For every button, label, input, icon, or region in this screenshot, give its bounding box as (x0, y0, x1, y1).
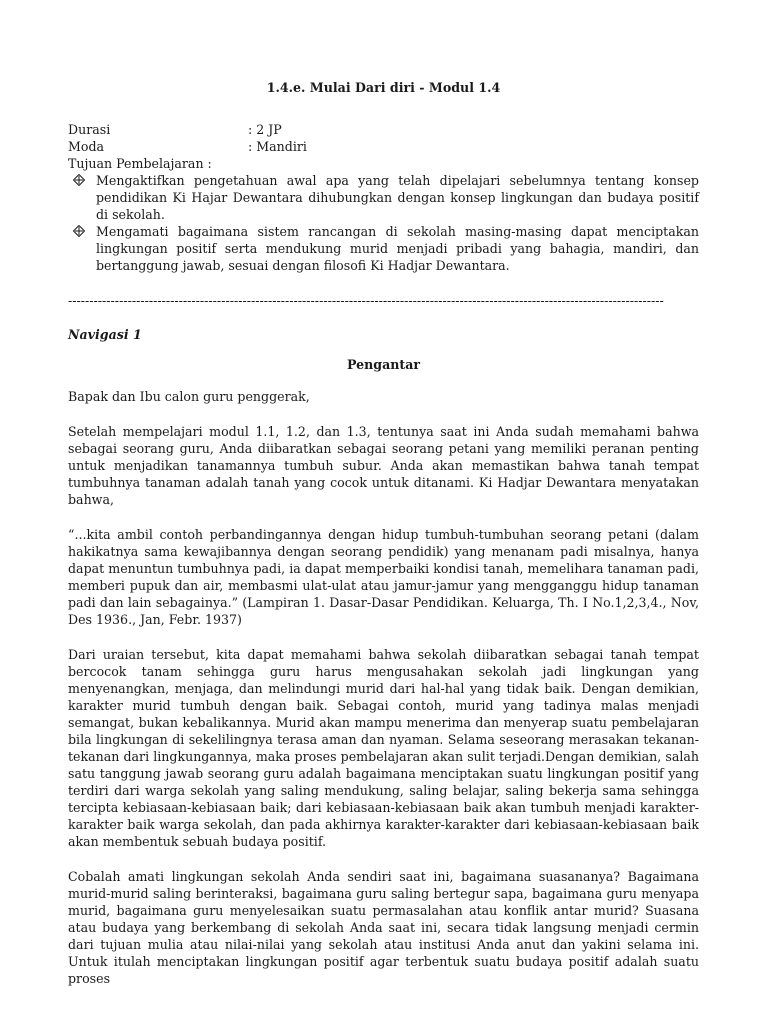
page-title: 1.4.e. Mulai Dari diri - Modul 1.4 (266, 80, 501, 95)
meta-value: : 2 JP (248, 122, 282, 137)
paragraph: Dari uraian tersebut, kita dapat memahami bahwa sekolah diibaratkan sebagai tanah tempat bercocok tanam sehingga guru harus mengusahakan sekolah jadi lingkungan yang menyenangkan, menjaga, dan melindungi murid dari hal-hal yang tidak baik. Dengan demikian, karakter murid tumbuh dengan baik. Sebagai contoh, murid yang tadinya malas menjadi semangat, bukan kebalikannya. Murid akan mampu menerima dan menyerap suatu pembelajaran bila lingkungan di sekelilingnya terasa aman dan nyaman. Selama seseorang merasakan tekanan-tekanan dari lingkungannya, maka proses pembelajaran akan sulit terjadi.Dengan demikian, salah satu tanggung jawab seorang guru adalah bagaimana menciptakan suatu lingkungan positif yang terdiri dari warga sekolah yang saling mendukung, saling belajar, saling bekerja sama sehingga tercipta kebiasaan-kebiasaan baik; dari kebiasaan-kebiasaan baik akan tumbuh menjadi karakter-karakter baik warga sekolah, dan pada akhirnya karakter-karakter dari kebiasaan-kebiasaan baik akan membentuk sebuah budaya positif. (68, 647, 699, 849)
diamond-plus-bullet-icon (68, 172, 96, 223)
list-item (68, 172, 699, 223)
module-meta (68, 121, 699, 172)
objective-text: Mengamati bagaimana sistem rancangan di sekolah masing-masing dapat menciptakan lingkungan positif serta mendukung murid menjadi pribadi yang bahagia, mandiri, dan bertanggung jawab, sesuai dengan filosofi Ki Hadjar Dewantara. (96, 224, 699, 273)
diamond-plus-bullet-icon (68, 223, 96, 274)
meta-key: Moda (68, 139, 105, 154)
tujuan-label: Tujuan Pembelajaran : (68, 156, 212, 171)
meta-row-moda (68, 138, 699, 155)
meta-key: Durasi (68, 122, 111, 137)
meta-row-durasi (68, 121, 699, 138)
paragraph: Setelah mempelajari modul 1.1, 1.2, dan 1.3, tentunya saat ini Anda sudah memahami bahwa sebagai seorang guru, Anda diibaratkan sebagai seorang petani yang memiliki peranan penting untuk menjadikan tanamannya tumbuh subur. Anda akan memastikan bahwa tanah tempat tumbuhnya tanaman adalah tanah yang cocok untuk ditanami. Ki Hadjar Dewantara menyatakan bahwa, (68, 424, 699, 507)
section-label: Navigasi 1 (68, 327, 142, 342)
dashed-divider: -------------------------------------------------------------------------------------------------------------------------------------------- (68, 293, 664, 308)
quote-paragraph: “...kita ambil contoh perbandingannya dengan hidup tumbuh-tumbuhan seorang petani (dalam hakikatnya sama kewajibannya dengan seorang pendidik) yang menanam padi misalnya, hanya dapat menuntun tumbuhnya padi, ia dapat memperbaiki kondisi tanah, memelihara tanaman padi, memberi pupuk dan air, membasmi ulat-ulat atau jamur-jamur yang mengganggu hidup tanaman padi dan lain sebagainya.” (Lampiran 1. Dasar-Dasar Pendidikan. Keluarga, Th. I No.1,2,3,4., Nov, Des 1936., Jan, Febr. 1937) (68, 527, 699, 627)
greeting: Bapak dan Ibu calon guru penggerak, (68, 389, 310, 404)
objective-text: Mengaktifkan pengetahuan awal apa yang telah dipelajari sebelumnya tentang konsep pendidikan Ki Hajar Dewantara dihubungkan dengan konsep lingkungan dan budaya positif di sekolah. (96, 173, 699, 222)
meta-value: : Mandiri (248, 139, 307, 154)
section-heading: Pengantar (346, 357, 421, 372)
list-item (68, 223, 699, 274)
objective-list (68, 172, 699, 274)
paragraph: Cobalah amati lingkungan sekolah Anda sendiri saat ini, bagaimana suasananya? Bagaimana murid-murid saling berinteraksi, bagaimana guru saling bertegur sapa, bagaimana guru menyapa murid, bagaimana guru menyelesaikan suatu permasalahan atau konflik antar murid? Suasana atau budaya yang berkembang di sekolah Anda saat ini, secara tidak langsung menjadi cermin dari tujuan mulia atau nilai-nilai yang sekolah atau institusi Anda anut dan yakini selama ini. Untuk itulah menciptakan lingkungan positif agar terbentuk suatu budaya positif adalah suatu proses (68, 869, 699, 986)
